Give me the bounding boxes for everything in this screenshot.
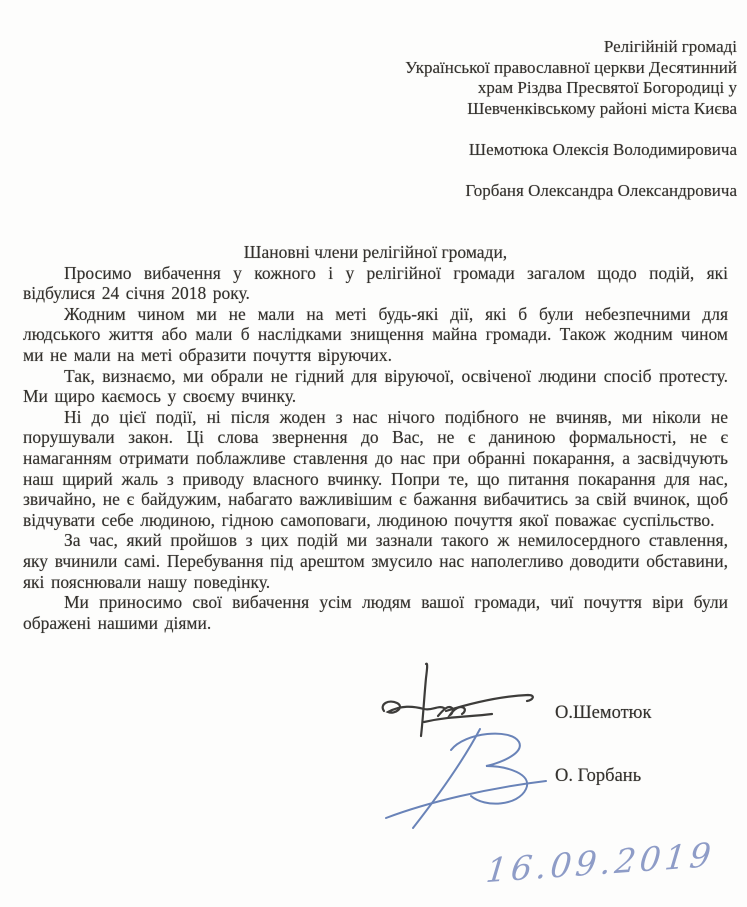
- recipient-line: Шевченківському районі міста Києва: [467, 98, 737, 118]
- paragraph: Ні до цієї події, ні після жоден з нас нічого подібного не вчиняв, ми ніколи не порушували закон. Ці слова звернення до Вас, не є даниною формальності, не є намаганням отримати поблажливе ставлення до нас при обранні покарання, а засвідчують наш щирий жаль з приводу власного вчинку. Попри те, що питання покарання для нас, звичайно, не є байдужим, набагато важливішим є бажання вибачитись за свій вчинок, щоб відчувати себе людиною, гідною самоповаги, людиною почуття якої поважає суспільство.: [23, 406, 728, 530]
- recipient-line: Релігійній громаді: [603, 37, 737, 56]
- recipient-line: Української православної церкви Десятинний: [405, 57, 737, 77]
- salutation: Шановні члени релігійної громади,: [243, 242, 508, 262]
- signature-name-shemotiuk: О.Шемотюк: [555, 703, 652, 723]
- recipient-line: храм Різдва Пресвятої Богородиці у: [477, 78, 737, 97]
- paragraph: Жодним чином ми не мали на меті будь-які дії, які б були небезпечними для людського життя або мали б наслідками знищення майна громади. Також жодним чином ми не мали на меті образити почуття віруючих.: [23, 303, 728, 365]
- signature-horban-scribble-icon: [383, 726, 565, 836]
- letter-body: [23, 242, 728, 633]
- recipient-block: [342, 37, 737, 201]
- paragraph: Просимо вибачення у кожного і у релігійної громади загалом щодо подій, які відбулися 24 січня 2018 року.: [23, 262, 728, 304]
- blank-line: [342, 119, 737, 140]
- applicant-name: Горбаня Олександра Олександровича: [465, 180, 737, 200]
- handwritten-date: 16.09.2019: [484, 834, 717, 891]
- paragraph: Так, визнаємо, ми обрали не гідний для віруючої, освіченої людини спосіб протесту. Ми щиро каємось у своєму вчинку.: [23, 365, 728, 407]
- applicant-name: Шемотюка Олексія Володимировича: [468, 139, 737, 159]
- paragraph: За час, який пройшов з цих подій ми зазнали такого ж немилосердного ставлення, яку вчинили самі. Перебування під арештом змусило нас наполегливо доводити обставини, які пояснювали нашу поведінку.: [23, 530, 728, 592]
- signature-name-horban: О. Горбань: [555, 766, 642, 786]
- blank-line: [342, 160, 737, 181]
- paragraph: Ми приносимо свої вибачення усім людям вашої громади, чиї почуття віри були ображені нашими діями.: [23, 592, 728, 633]
